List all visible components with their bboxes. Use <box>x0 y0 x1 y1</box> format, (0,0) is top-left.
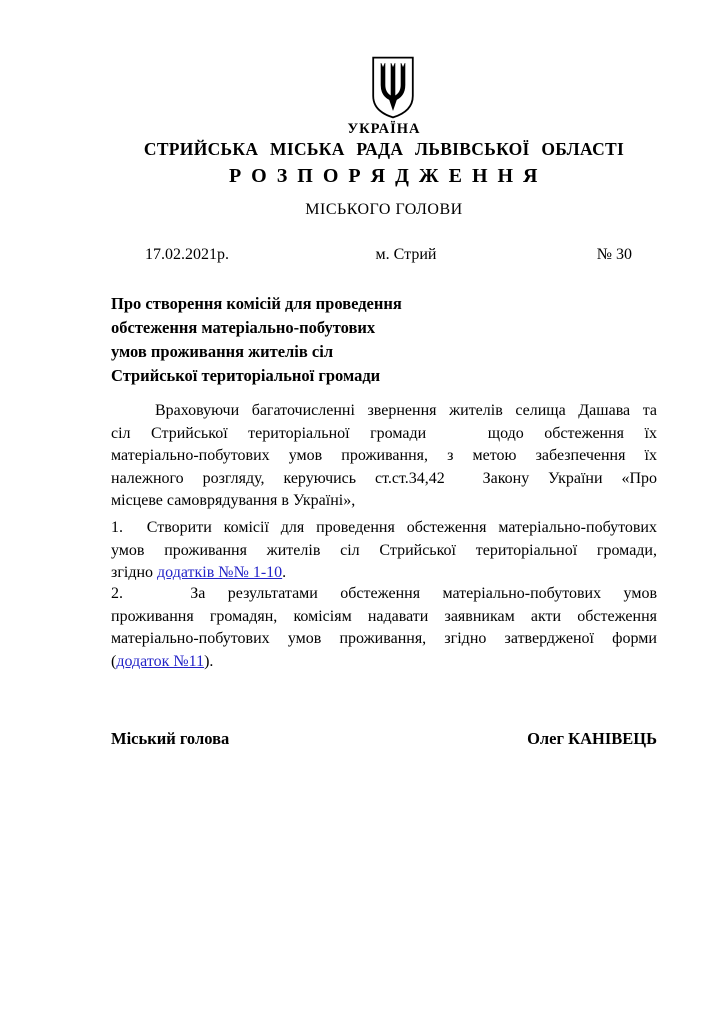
text-line: Враховуючи багаточисленні звернення жителів селища Дашава та <box>155 402 657 419</box>
document-place: м. Стрий <box>375 246 437 263</box>
text-line: належного розгляду, керуючись ст.ст.34,42 Закону України «Про <box>111 469 657 487</box>
text-line: матеріально-побутових умов проживання, з метою забезпечення їх <box>111 447 657 464</box>
text-line <box>111 651 657 674</box>
text-segment: згідно <box>111 564 158 581</box>
document-number: № 30 <box>596 246 632 263</box>
document-type-title: Р О З П О Р Я Д Ж Е Н Н Я <box>228 165 540 187</box>
text-line: матеріально-побутових умов проживання, згідно затвердженої форми <box>111 630 657 647</box>
text-line: 2. За результатами обстеження матеріально-побутових умов <box>111 585 657 602</box>
text-line: проживання громадян, комісіям надавати заявникам акти обстеження <box>111 607 657 625</box>
ukraine-trident-coat-of-arms-icon <box>370 56 416 119</box>
text-line: сіл Стрийської територіальної громади щодо обстеження їх <box>111 424 657 442</box>
text-segment: ). <box>204 652 214 670</box>
document-issuer: МІСЬКОГО ГОЛОВИ <box>305 201 463 218</box>
text-line: Стрийської територіальної громади <box>111 366 381 385</box>
document-date: 17.02.2021р. <box>145 246 229 263</box>
appendix-link[interactable]: додаток №11 <box>116 652 205 670</box>
text-segment: ( <box>111 652 117 670</box>
signature-name: Олег КАНІВЕЦЬ <box>527 729 657 748</box>
text-line: обстеження матеріально-побутових <box>111 318 376 337</box>
order-item-2 <box>111 583 657 673</box>
council-name: СТРИЙСЬКА МІСЬКА РАДА ЛЬВІВСЬКОЇ ОБЛАСТІ <box>143 139 625 159</box>
text-line: умов проживання жителів сіл <box>111 342 334 361</box>
text-line: умов проживання жителів сіл Стрийської територіальної громади, <box>111 541 657 559</box>
signature-title: Міський голова <box>111 729 230 748</box>
text-segment: . <box>282 564 287 581</box>
text-line: Про створення комісій для проведення <box>111 294 402 313</box>
order-item-1 <box>111 517 657 585</box>
intro-paragraph <box>111 400 657 513</box>
country-name: УКРАЇНА <box>347 121 421 137</box>
subject-block <box>111 292 402 388</box>
text-line <box>111 562 657 585</box>
text-line: місцеве самоврядування в Україні», <box>111 492 356 509</box>
appendix-link[interactable]: додатків №№ 1-10 <box>157 564 283 581</box>
text-line: 1. Створити комісії для проведення обстеження матеріально-побутових <box>111 519 657 536</box>
